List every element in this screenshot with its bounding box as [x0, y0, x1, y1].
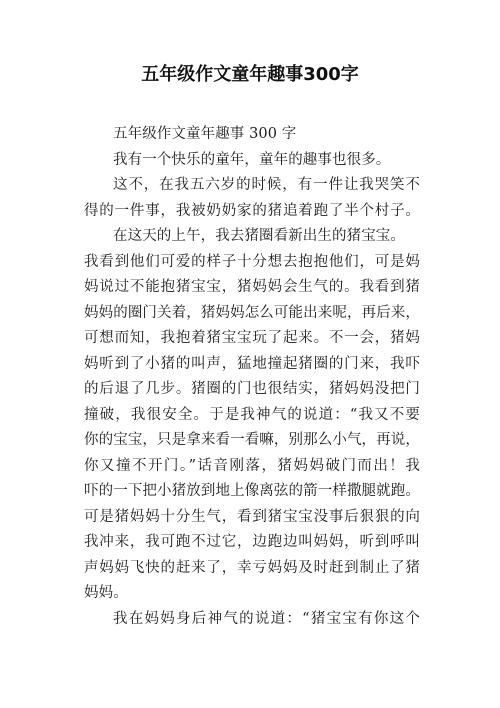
body-line: 声妈妈飞快的赶来了，幸亏妈妈及时赶到制止了猪 [84, 559, 420, 576]
body-line: 你的宝宝，只是拿来看一看嘛，别那么小气，再说， [84, 432, 420, 448]
document-body [84, 122, 420, 632]
body-line: 五年级作文童年趣事 300 字 [113, 126, 297, 142]
body-line: 我冲来，我可跑不过它，边跑边叫妈妈，听到呼叫 [84, 534, 420, 550]
body-line: 吓的一下把小猪放到地上像离弦的箭一样撒腿就跑。 [84, 483, 420, 499]
body-line: 可想而知，我抱着猪宝宝玩了起来。不一会，猪妈 [84, 330, 420, 346]
body-line: 我在妈妈身后神气的说道：“猪宝宝有你这个 [113, 610, 420, 627]
body-line: 你又撞不开门。”话音刚落，猪妈妈破门而出！我 [84, 457, 420, 474]
body-line: 得的一件事，我被奶奶家的猪追着跑了半个村子。 [84, 202, 420, 219]
body-line: 妈妈的圈门关着，猪妈妈怎么可能出来呢，再后来， [84, 304, 420, 321]
body-line: 撞破，我很安全。于是我神气的说道：“我又不要 [84, 406, 420, 423]
body-line: 在这天的上午，我去猪圈看新出生的猪宝宝。 [113, 228, 405, 244]
body-line: 我有一个快乐的童年，童年的趣事也很多。 [113, 151, 391, 168]
body-line: 我看到他们可爱的样子十分想去抱抱他们，可是妈 [84, 253, 420, 270]
body-line: 这不，在我五六岁的时候，有一件让我哭笑不 [113, 177, 420, 193]
body-line: 可是猪妈妈十分生气，看到猪宝宝没事后狠狠的向 [84, 508, 420, 525]
body-line: 妈听到了小猪的叫声，猛地撞起猪圈的门来，我吓 [84, 355, 420, 372]
body-line: 妈妈。 [84, 585, 128, 601]
document-title: 五年级作文童年趣事300字 [141, 64, 359, 85]
body-line: 的后退了几步。猪圈的门也很结实，猪妈妈没把门 [84, 381, 420, 397]
body-line: 妈说过不能抱猪宝宝，猪妈妈会生气的。我看到猪 [84, 279, 420, 295]
